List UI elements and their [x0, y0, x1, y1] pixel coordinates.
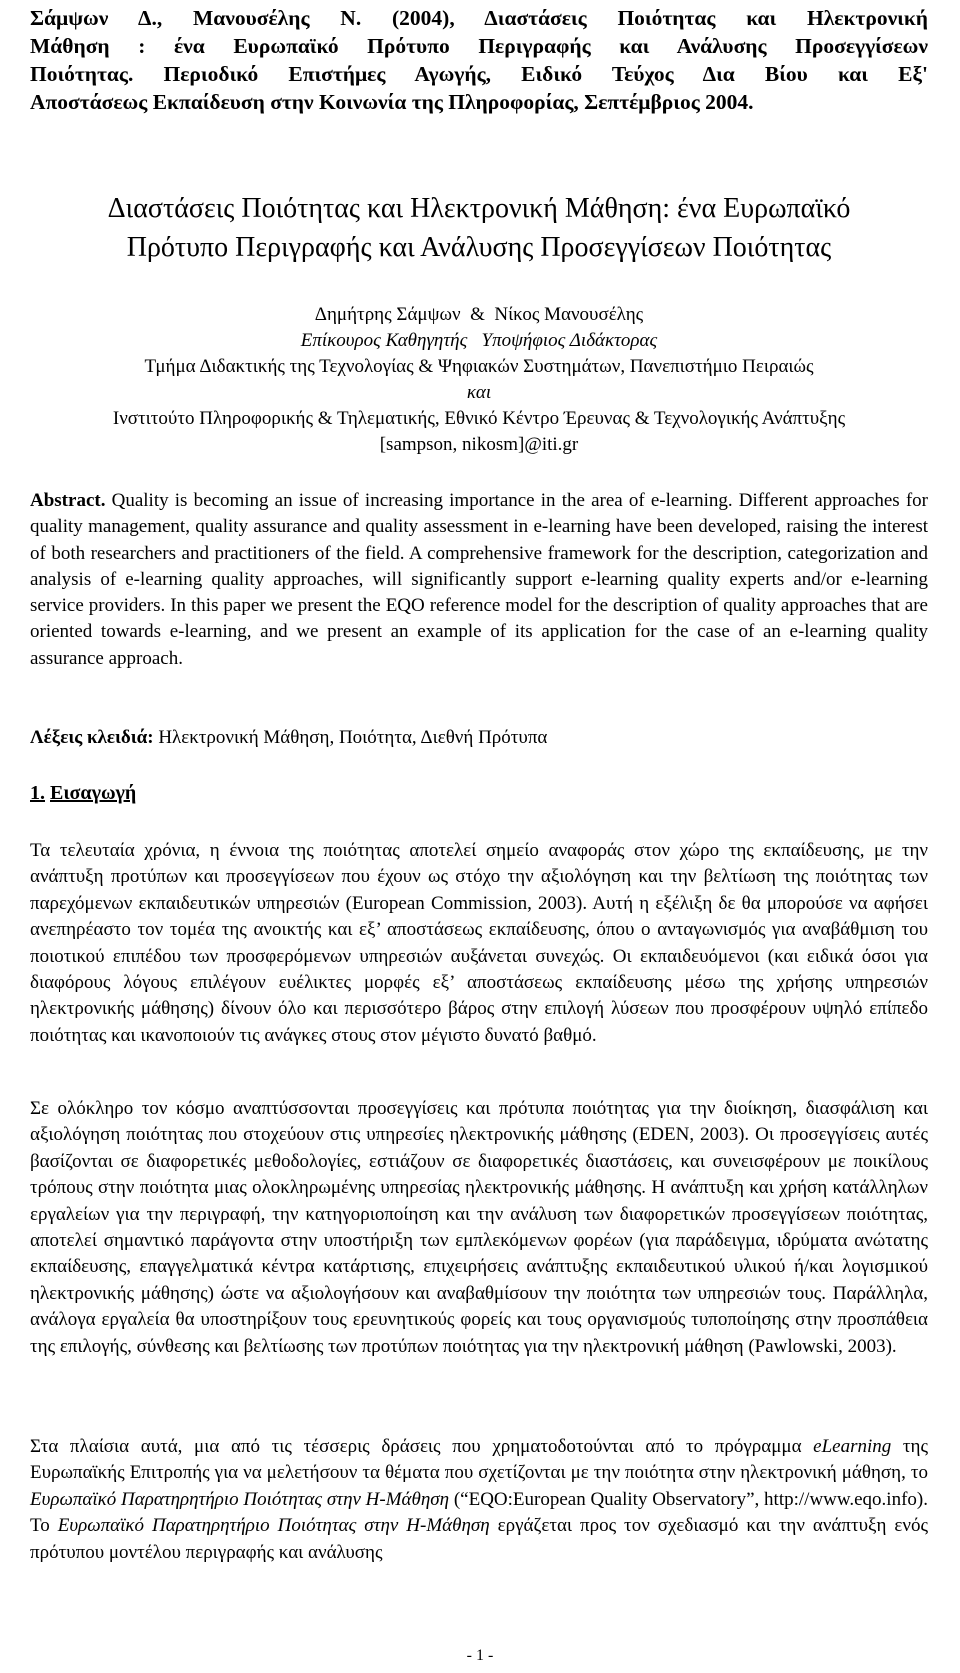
abstract [30, 488, 928, 672]
section-number: 1. [30, 782, 45, 804]
paper-title [30, 189, 928, 267]
paper-title-line-2: Πρότυπο Περιγραφής και Ανάλυσης Προσεγγίσεων Ποιότητας [126, 232, 832, 263]
paragraph-3-part-e: (“EQO:European Quality Observatory”, http://www.eqo.info). Το [30, 1488, 928, 1537]
abstract-text: Quality is becoming an issue of increasing importance in the area of e-learning. Different approaches for quality management, quality assurance and quality assessment in e-learning have been developed, raising the interest of both researchers and practitioners of the field. A comprehensive framework for the description, categorization and analysis of e-learning quality approaches, will significantly support e-learning quality experts and/or e-learning service providers. In this paper we present the EQO reference model for the description of quality approaches that are oriented towards e-learning, and we present an example of its application for the case of an e-learning quality assurance approach. [30, 490, 928, 669]
citation-line-4: Αποστάσεως Εκπαίδευση στην Κοινωνία της Πληροφορίας, Σεπτέμβριος 2004. [30, 90, 754, 114]
keywords [30, 725, 928, 751]
author-email: [sampson, nikosm]@iti.gr [379, 434, 579, 455]
paragraph-3-part-a: Στα πλαίσια αυτά, μια από τις τέσσερις δράσεις που χρηματοδοτούνται από το πρόγραμμα [30, 1436, 814, 1457]
citation-line-3: Ποιότητας. Περιοδικό Επιστήμες Αγωγής, Ειδικό Τεύχος Δια Βίου και Εξ' [30, 62, 928, 86]
affiliation-conjunction: και [466, 382, 492, 403]
paragraph-3-part-c: της Ευρωπαϊκής Επιτροπής για να μελετήσουν τα θέματα που σχετίζονται με την ποιότητα στην ηλεκτρονική μάθηση, το [30, 1436, 928, 1484]
section-heading [30, 780, 136, 806]
paragraph-3-eqo-name-2: Ευρωπαϊκό Παρατηρητήριο Ποιότητας στην Η-Μάθηση [57, 1515, 490, 1537]
author-block [30, 302, 928, 458]
keywords-text: Ηλεκτρονική Μάθηση, Ποιότητα, Διεθνή Πρότυπα [153, 727, 548, 748]
paragraph-3-eqo-name-1: Ευρωπαϊκό Παρατηρητήριο Ποιότητας στην Η-Μάθηση [30, 1488, 450, 1510]
paragraph-3 [30, 1434, 928, 1566]
keywords-label: Λέξεις κλειδιά: [30, 727, 154, 748]
paper-title-line-1: Διαστάσεις Ποιότητας και Ηλεκτρονική Μάθηση: ένα Ευρωπαϊκό [107, 193, 851, 224]
paragraph-3-part-g: εργάζεται προς τον σχεδιασμό και την ανάπτυξη ενός πρότυπου μοντέλου περιγραφής και ανάλυσης [30, 1515, 928, 1563]
citation-line-1: Σάμψων Δ., Μανουσέλης Ν. (2004), Διαστάσεις Ποιότητας και Ηλεκτρονική [30, 6, 928, 30]
affiliation-1: Τμήμα Διδακτικής της Τεχνολογίας & Ψηφιακών Συστημάτων, Πανεπιστήμιο Πειραιώς [144, 356, 814, 377]
paragraph-1: Τα τελευταία χρόνια, η έννοια της ποιότητας αποτελεί σημείο αναφοράς στον χώρο της εκπαίδευσης, με την ανάπτυξη προτύπων και προσεγγίσεων που έχουν ως στόχο την αξιολόγηση και την βελτίωση της ποιότητας των παρεχόμενων εκπαιδευτικών υπηρεσιών (European Commission, 2003). Αυτή η εξέλιξη δε θα μπορούσε να αφήσει ανεπηρέαστο τον τομέα της ανοικτής και εξ’ αποστάσεως εκπαίδευσης, όπου ο ανταγωνισμός για αναβάθμιση του ποιοτικού επιπέδου των προσφερόμενων υπηρεσιών αυξάνεται συνεχώς. Οι εκπαιδευόμενοι (και ειδικά όσοι για διαφόρους λόγους επιλέγουν ευέλικτες μορφές εξ’ αποστάσεως εκπαίδευσης μέσω της χρήσης υπηρεσιών ηλεκτρονικής μάθησης) δίνουν όλο και περισσότερο βάρος στην επιλογή λύσεων που προσφέρουν υψηλό επίπεδο ποιότητας και ικανοποιούν τις ανάγκες στους στον μέγιστο δυνατό βαθμό. [30, 840, 928, 1046]
abstract-label: Abstract. [30, 490, 106, 511]
page-number: - 1 - [466, 1647, 494, 1664]
author-roles: Επίκουρος Καθηγητής Υποψήφιος Διδάκτορας [300, 330, 658, 351]
citation-line-2: Μάθηση : ένα Ευρωπαϊκό Πρότυπο Περιγραφής και Ανάλυσης Προσεγγίσεων [30, 34, 928, 58]
author-names: Δημήτρης Σάμψων & Νίκος Μανουσέλης [314, 304, 644, 325]
paragraph-2: Σε ολόκληρο τον κόσμο αναπτύσσονται προσεγγίσεις και πρότυπα ποιότητας για την διοίκηση, διασφάλιση και αξιολόγηση ποιότητας που στοχεύουν στις υπηρεσίες ηλεκτρονικής μάθησης (EDEN, 2003). Οι προσεγγίσεις αυτές βασίζονται σε διαφορετικές μεθοδολογίες, εστιάζουν σε διαφορετικές διαστάσεις, και συνεισφέρουν με ποικίλους τρόπους στην ποιότητα μιας ολοκληρωμένης υπηρεσίας ηλεκτρονικής μάθησης. Η ανάπτυξη και χρήση κατάλληλων εργαλείων για την περιγραφή, την κατηγοριοποίηση και την ανάλυση των διαφορετικών προσεγγίσεων ποιότητας, αποτελεί σημαντικό παράγοντα στην υποστήριξη των εμπλεκόμενων φορέων (για παράδειγμα, ιδρύματα ανώτατης εκπαίδευσης, επαγγελματικά κέντρα κατάρτισης, επιχειρήσεις ανάπτυξης εκπαιδευτικού υλικού ή/και λογισμικού ηλεκτρονικής μάθησης) ώστε να αξιολογήσουν και αναβαθμίσουν την ποιότητα των υπηρεσιών τους. Παράλληλα, ανάλογα εργαλεία θα υποστηρίξουν τους ερευνητικούς φορείς και τους οργανισμούς τυποποίησης στην προσπάθεια της επιλογής, σύνθεσης και βελτίωσης των προτύπων ποιότητας για την ηλεκτρονική μάθηση (Pawlowski, 2003). [30, 1098, 928, 1357]
paragraph-3-elearning: eLearning [813, 1436, 892, 1457]
section-title: Εισαγωγή [50, 782, 137, 804]
citation-block [30, 4, 928, 116]
affiliation-2: Ινστιτούτο Πληροφορικής & Τηλεματικής, Εθνικό Κέντρο Έρευνας & Τεχνολογικής Ανάπτυξης [112, 408, 846, 429]
